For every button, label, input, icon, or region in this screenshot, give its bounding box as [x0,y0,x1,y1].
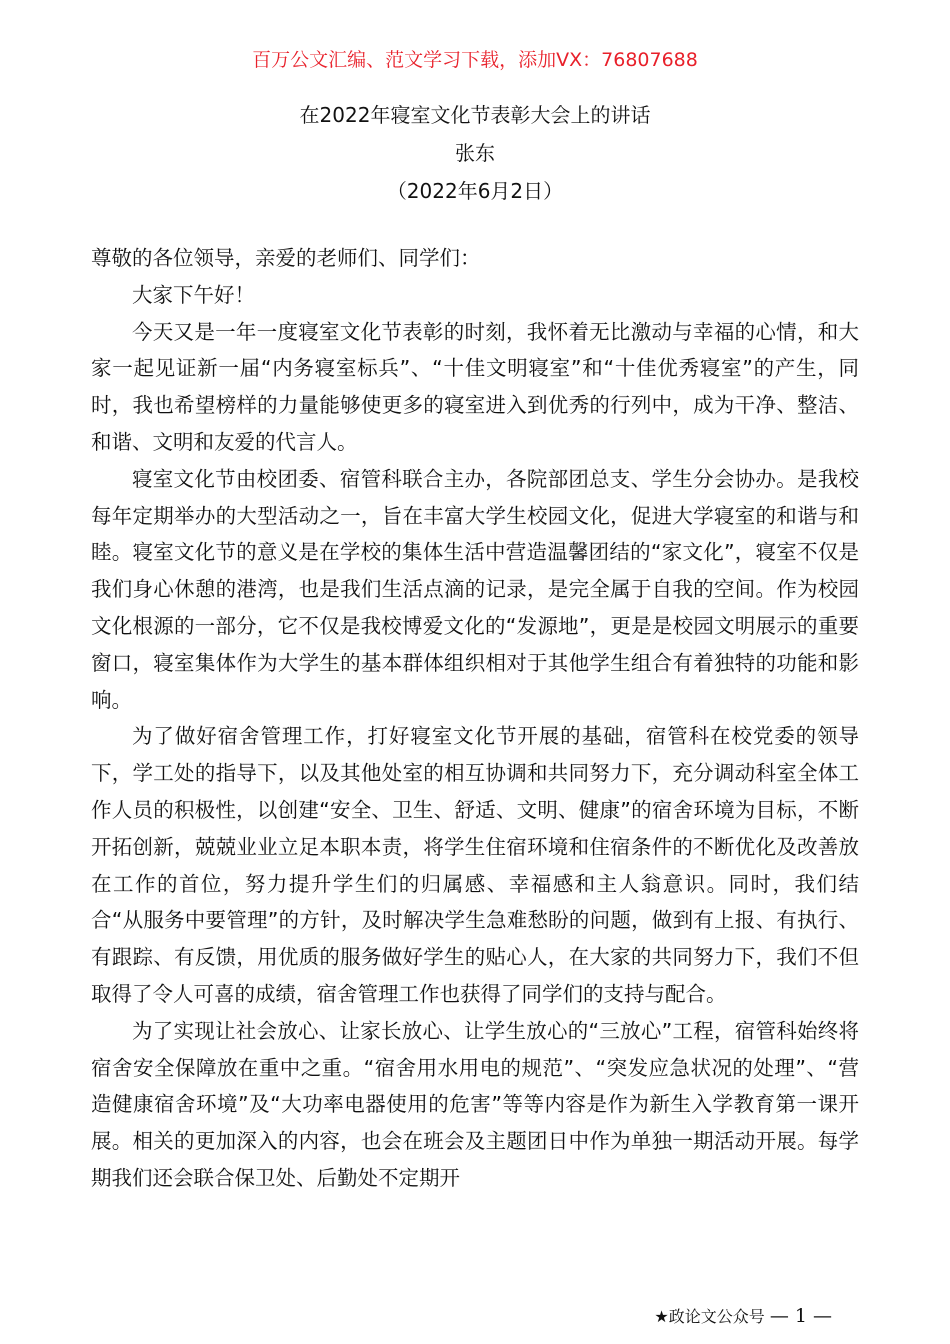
paragraph: 寝室文化节由校团委、宿管科联合主办，各院部团总支、学生分会协办。是我校每年定期举办的大型活动之一，旨在丰富大学生校园文化，促进大学寝室的和谐与和睦。寝室文化节的意义是在学校的集体生活中营造温馨团结的“家文化”，寝室不仅是我们身心休憩的港湾，也是我们生活点滴的记录，是完全属于自我的空间。作为校园文化根源的一部分，它不仅是我校博爱文化的“发源地”，更是是校园文明展示的重要窗口，寝室集体作为大学生的基本群体组织相对于其他学生组合有着独特的功能和影响。 [91,466,859,712]
speech-body [91,240,859,1197]
document-title: 在2022年寝室文化节表彰大会上的讲话 [299,103,651,127]
author-name: 张东 [455,141,495,165]
footer-label: ★政论文公众号 [654,1307,765,1326]
page-footer [654,1304,832,1329]
paragraph: 今天又是一年一度寝室文化节表彰的时刻，我怀着无比激动与幸福的心情，和大家一起见证新一届“内务寝室标兵”、“十佳文明寝室”和“十佳优秀寝室”的产生，同时，我也希望榜样的力量能够使更多的寝室进入到优秀的行列中，成为干净、整洁、和谐、文明和友爱的代言人。 [91,319,859,454]
document-header [0,96,950,210]
greeting: 大家下午好！ [132,282,255,307]
paragraph: 为了实现让社会放心、让家长放心、让学生放心的“三放心”工程，宿管科始终将宿舍安全保障放在重中之重。“宿舍用水用电的规范”、“突发应急状况的处理”、“营造健康宿舍环境”及“大功率电器使用的危害”等等内容是作为新生入学教育第一课开展。相关的更加深入的内容，也会在班会及主题团日中作为单独一期活动开展。每学期我们还会联合保卫处、后勤处不定期开 [91,1018,859,1190]
salutation: 尊敬的各位领导，亲爱的老师们、同学们： [91,246,481,270]
paragraph: 为了做好宿舍管理工作，打好寝室文化节开展的基础，宿管科在校党委的领导下，学工处的指导下，以及其他处室的相互协调和共同努力下，充分调动科室全体工作人员的积极性，以创建“安全、卫生、舒适、文明、健康”的宿舍环境为目标，不断开拓创新，兢兢业业立足本职本责，将学生住宿环境和住宿条件的不断优化及改善放在工作的首位，努力提升学生们的归属感、幸福感和主人翁意识。同时，我们结合“从服务中要管理”的方针，及时解决学生急难愁盼的问题，做到有上报、有执行、有跟踪、有反馈，用优质的服务做好学生的贴心人，在大家的共同努力下，我们不但取得了令人可喜的成绩，宿舍管理工作也获得了同学们的支持与配合。 [91,724,859,1006]
speech-date: （2022年6月2日） [386,179,564,203]
promo-banner: 百万公文汇编、范文学习下载，添加VX：76807688 [252,49,698,71]
page-number: — 1 — [769,1305,832,1327]
